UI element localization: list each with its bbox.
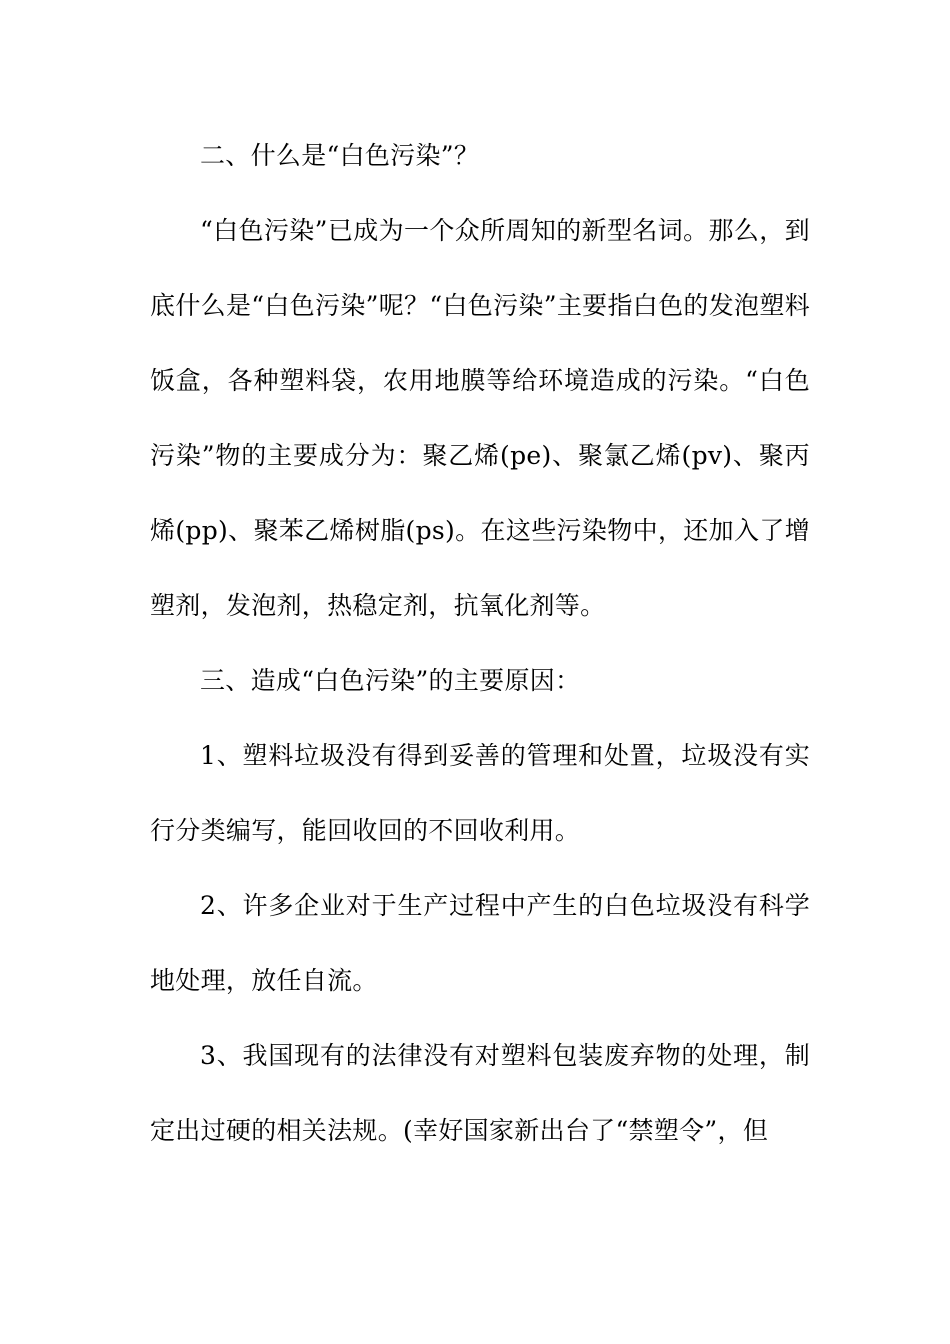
list-item-cause-3: 3、我国现有的法律没有对塑料包装废弃物的处理，制定出过硬的相关法规。(幸好国家新出台了“禁塑令”，但 xyxy=(150,1041,810,1145)
section-heading-main-causes: 三、造成“白色污染”的主要原因： xyxy=(200,666,581,695)
document-body xyxy=(150,118,810,1168)
section-heading-what-is-white-pollution: 二、什么是“白色污染”？ xyxy=(200,141,480,170)
list-item-cause-1: 1、塑料垃圾没有得到妥善的管理和处置，垃圾没有实行分类编写，能回收回的不回收利用。 xyxy=(150,741,810,845)
list-item-cause-2: 2、许多企业对于生产过程中产生的白色垃圾没有科学地处理，放任自流。 xyxy=(150,891,810,995)
paragraph-definition: “白色污染”已成为一个众所周知的新型名词。那么，到底什么是“白色污染”呢？“白色污染”主要指白色的发泡塑料饭盒，各种塑料袋，农用地膜等给环境造成的污染。“白色污染”物的主要成分为：聚乙烯(pe)、聚氯乙烯(pv)、聚丙烯(pp)、聚苯乙烯树脂(ps)。在这些污染物中，还加入了增塑剂，发泡剂，热稳定剂，抗氧化剂等。 xyxy=(150,216,810,620)
